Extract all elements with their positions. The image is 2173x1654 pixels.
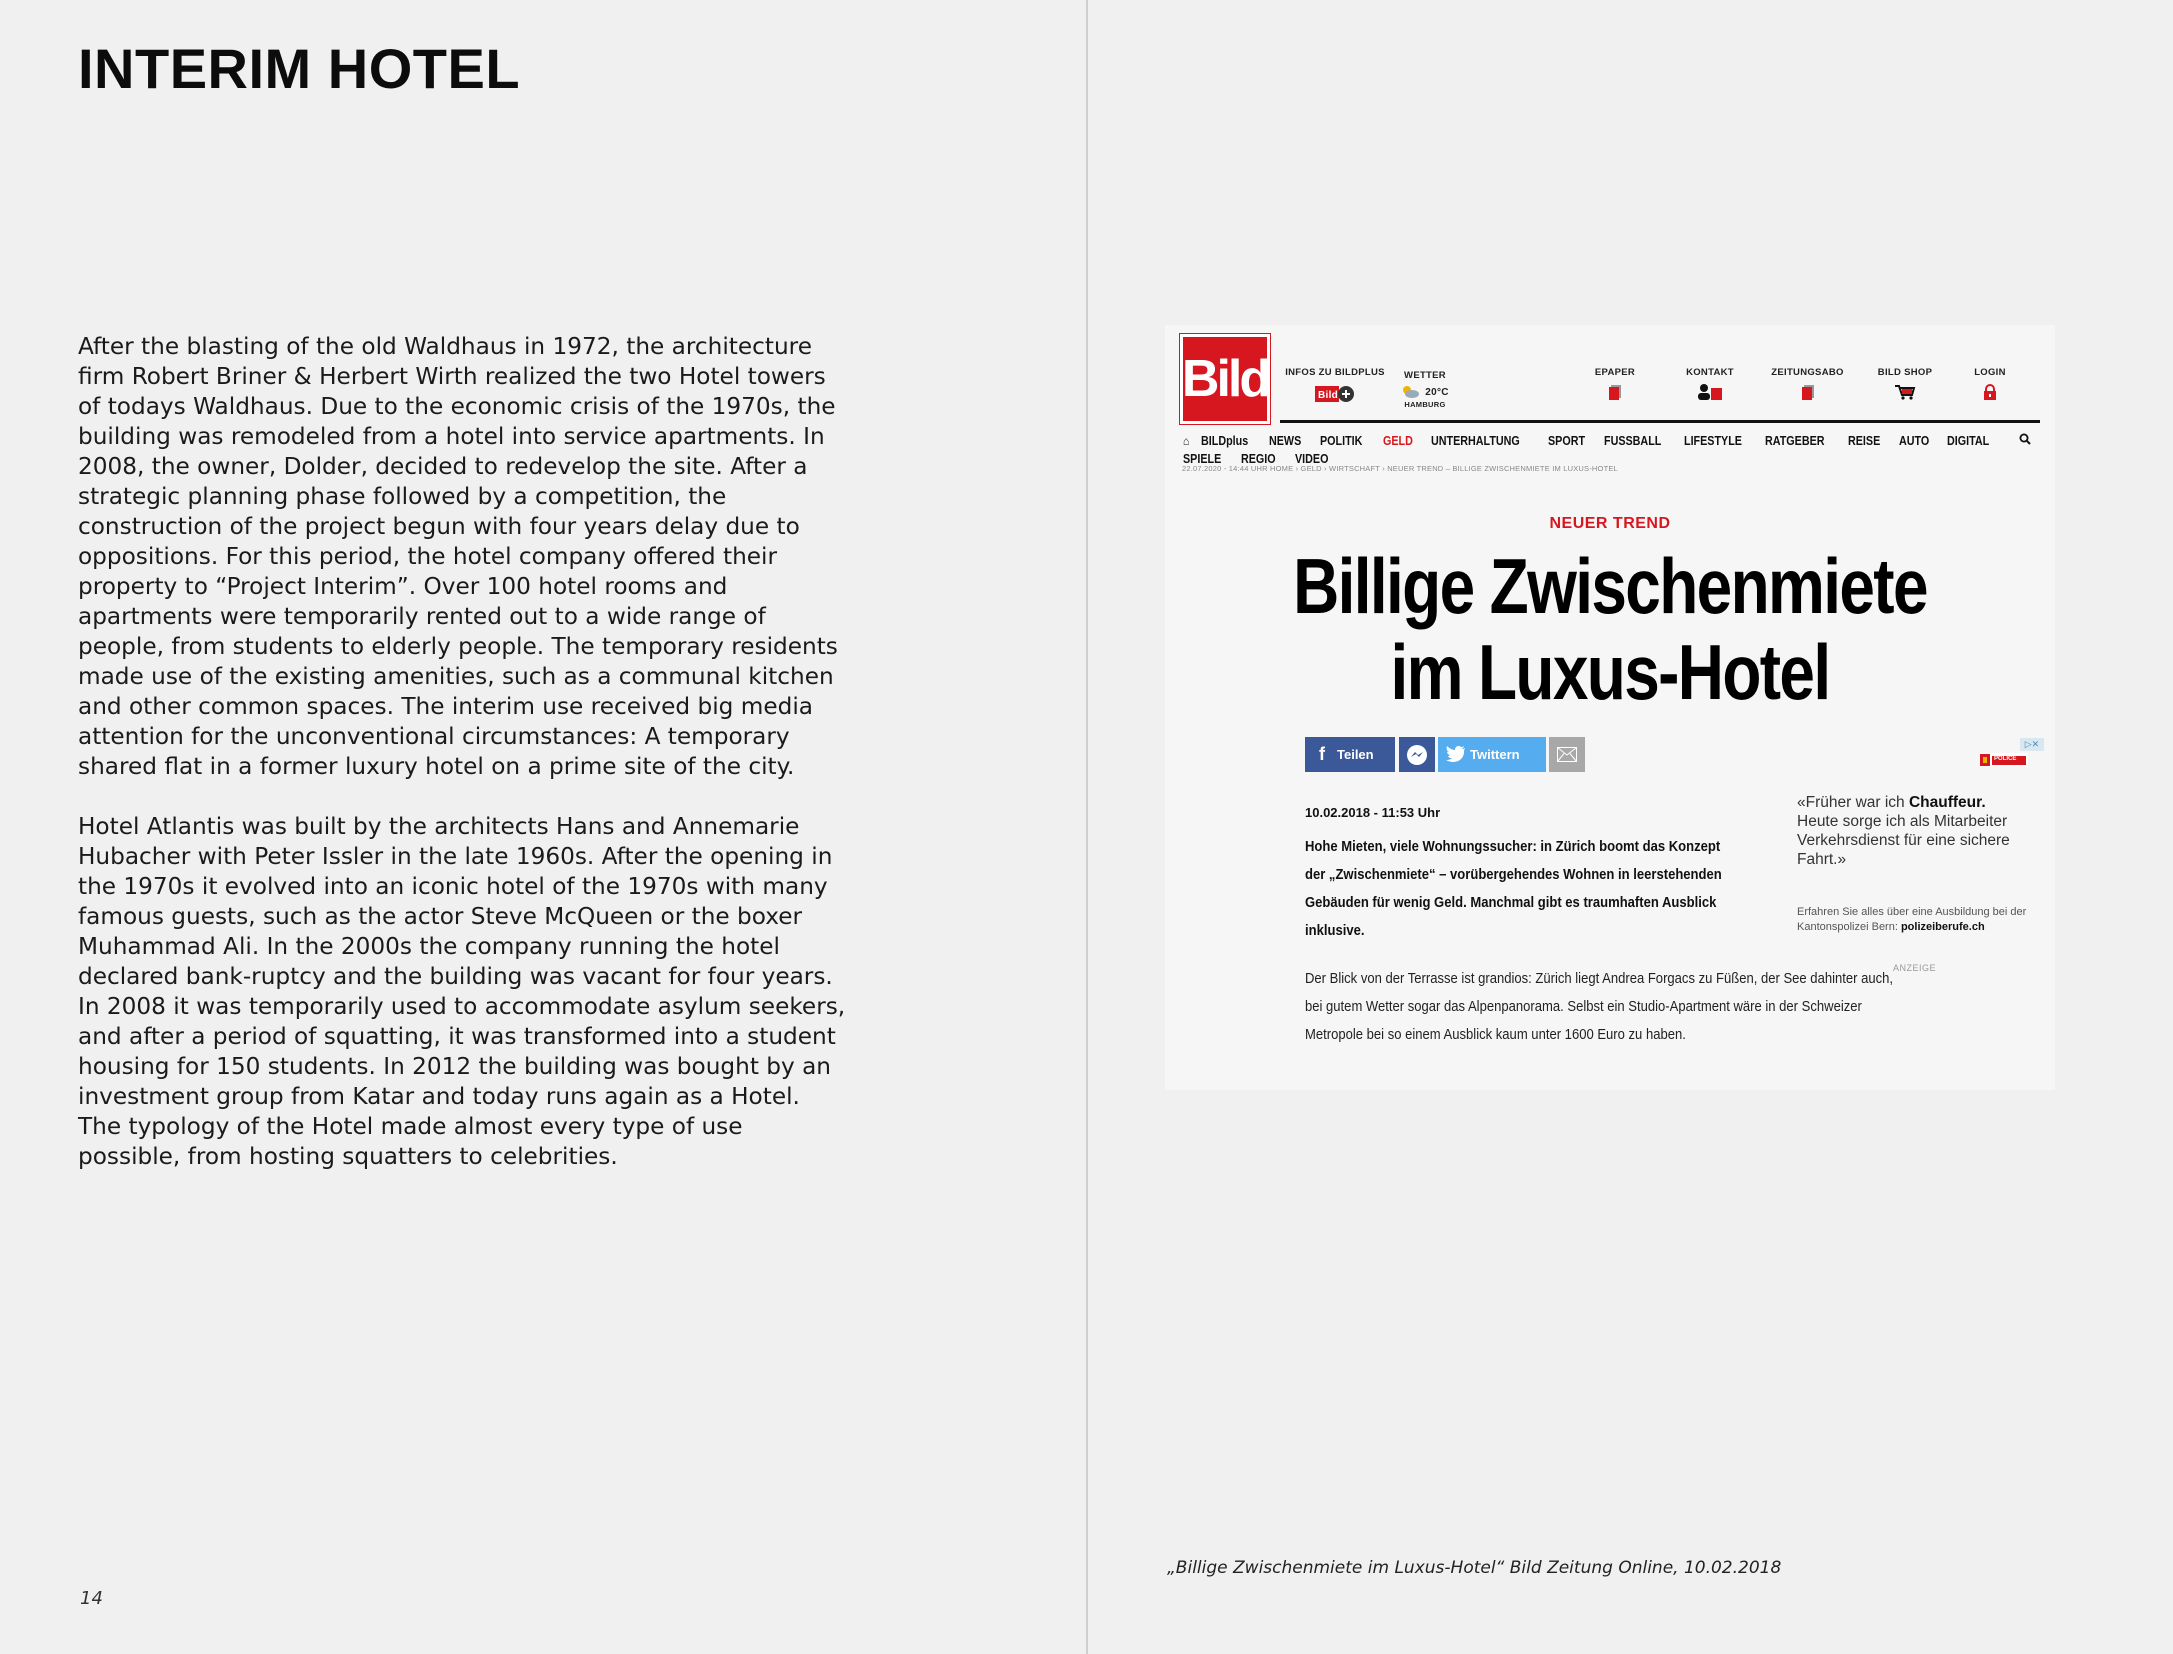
subscription-label: ZEITUNGSABO (1771, 367, 1844, 378)
adchoices-icon: ▷✕ (2020, 738, 2044, 751)
epaper-link (1585, 367, 1645, 400)
paragraph-waldhaus: After the blasting of the old Waldhaus in 1972, the architecture firm Robert Briner & Herbert Wirth realized the two Hotel towers of todays Waldhaus. Due to the economic crisis of the 1970s, the building was remodeled from a hotel into service apartments. In 2008, the owner, Dolder, decided to redevelop the site. After a strategic planning phase followed by a competition, the construction of the project begun with four years delay due to oppositions. For this period, the hotel company offered their property to “Project Interim”. Over 100 hotel rooms and apartments were temporarily rented out to a wide range of people, from students to elderly people. The temporary residents made use of the existing amenities, such as a communal kitchen and other common spaces. The interim use received big media attention for the unconventional circumstances: A temporary shared flat in a former luxury hotel on a prime site of the city. (78, 333, 838, 780)
nav-item-spiele: SPIELE (1183, 452, 1222, 466)
nav-item-fussball: FUSSBALL (1604, 434, 1662, 448)
headline-line-2: im Luxus-Hotel (1390, 628, 1830, 716)
weather-city: HAMBURG (1404, 400, 1446, 409)
messenger-share-button (1399, 737, 1435, 772)
bildplus-info-label: INFOS ZU BILDPLUS (1285, 367, 1385, 378)
home-icon: ⌂ (1183, 434, 1190, 448)
paragraph-atlantis: Hotel Atlantis was built by the architects Hans and Annemarie Hubacher with Peter Issler in the late 1960s. After the opening in the 1970s it evolved into an iconic hotel of the 1970s with many famous guests, such as the actor Steve McQueen or the boxer Muhammad Ali. In the 2000s the company running the hotel declared bank-ruptcy and the building was vacant for four years. In 2008 it was temporarily used to accommodate asylum seekers, and after a period of squatting, it was transformed into a student housing for 150 students. In 2012 the building was bought by an investment group from Katar and today runs again as a Hotel. The typology of the Hotel made almost every type of use possible, from hosting squatters to celebrities. (78, 813, 846, 1170)
email-icon (1557, 747, 1577, 762)
main-nav (1183, 432, 2043, 466)
nav-item-news: NEWS (1269, 434, 1302, 448)
nav-item-regio: REGIO (1240, 452, 1276, 466)
police-badge (1980, 753, 2028, 767)
nav-item-sport: SPORT (1547, 434, 1585, 448)
nav-item-bildplus: BILDplus (1200, 434, 1248, 448)
ad-info (1797, 905, 2037, 935)
facebook-share-button (1305, 737, 1395, 772)
ad-quote-bold: Chauffeur. (1908, 794, 1986, 811)
contact-label: KONTAKT (1686, 367, 1734, 378)
article-lead: Hohe Mieten, viele Wohnungssucher: in Zürich boomt das Konzept der „Zwischenmiete“ – vorübergehendes Wohnen in leerstehenden Gebäuden für wenig Geld. Manchmal gibt es traumhaften Ausblick inklusive. (1305, 839, 1722, 939)
ad-quote-prefix: «Früher war ich (1797, 794, 1909, 811)
body-text (78, 332, 848, 1202)
page-divider (1086, 0, 1088, 1654)
police-label: POLICE (1994, 756, 2017, 762)
messenger-icon (1406, 744, 1428, 766)
nav-item-geld: GELD (1382, 434, 1413, 448)
bild-logo: Bild (1180, 334, 1270, 424)
article-date: 10.02.2018 - 11:53 Uhr (1305, 805, 1441, 820)
ad-info-link: polizeiberufe.ch (1900, 921, 1985, 933)
nav-item-ratgeber: RATGEBER (1765, 434, 1825, 448)
page-number: 14 (80, 1588, 103, 1609)
bildplus-icon (1315, 384, 1355, 404)
ad-quote (1797, 793, 2037, 869)
twitter-icon (1446, 746, 1466, 763)
nav-item-politik: POLITIK (1319, 434, 1363, 448)
bildplus-info-link (1280, 367, 1390, 404)
article-paragraph: Der Blick von der Terrasse ist grandios: Zürich liegt Andrea Forgacs zu Füßen, der See dahinter auch, bei gutem Wetter sogar das Alpenpanorama. Selbst ein Studio-Apartment wäre in der Schweizer Metropole bei so einem Ausblick kaum unter 1600 Euro zu haben. (1305, 971, 1894, 1043)
weather-label: WETTER (1404, 370, 1446, 381)
email-share-button (1549, 737, 1585, 772)
facebook-share-label: Teilen (1337, 747, 1374, 762)
page-title: INTERIM HOTEL (78, 37, 521, 100)
newspaper-icon (1800, 384, 1816, 400)
facebook-icon: f (1319, 744, 1325, 764)
lock-icon (1982, 384, 1998, 400)
login-link (1965, 367, 2015, 400)
nav-item-reise: REISE (1847, 434, 1881, 448)
twitter-share-label: Twittern (1470, 747, 1520, 762)
headline-line-1: Billige Zwischenmiete (1293, 542, 1927, 630)
article-screenshot (1165, 325, 2055, 1090)
weather-temp: 20°C (1425, 386, 1449, 398)
article-kicker: NEUER TREND (1549, 515, 1671, 532)
article-headline (1165, 543, 2055, 715)
ad-quote-rest: Heute sorge ich als Mitarbeiter Verkehrsdienst für eine sichere Fahrt.» (1797, 813, 2010, 868)
subscription-link (1765, 367, 1850, 400)
shop-label: BILD SHOP (1877, 367, 1933, 378)
nav-item-lifestyle: LIFESTYLE (1684, 434, 1743, 448)
contact-link (1680, 367, 1740, 400)
nav-item-video: VIDEO (1294, 452, 1329, 466)
header-rule (1280, 420, 2040, 423)
nav-item-auto: AUTO (1898, 434, 1929, 448)
twitter-share-button (1438, 737, 1546, 772)
weather-icon (1401, 385, 1419, 399)
contact-icon (1697, 384, 1723, 400)
svg-text:Bild: Bild (1318, 390, 1339, 401)
breadcrumb: 22.07.2020 - 14:44 UHR HOME › GELD › WIRTSCHAFT › NEUER TREND – BILLIGE ZWISCHENMIETE IM LUXUS-HOTEL (1182, 464, 1618, 473)
advertisement (1797, 793, 2037, 935)
ad-info-text: Erfahren Sie alles über eine Ausbildung bei der Kantonspolizei Bern: (1797, 906, 2027, 933)
shop-link (1870, 367, 1940, 400)
epaper-label: EPAPER (1594, 367, 1636, 378)
ad-label: ANZEIGE (1893, 963, 1937, 973)
epaper-icon (1607, 384, 1623, 400)
nav-item-digital: DIGITAL (1947, 434, 1990, 448)
nav-item-unterhaltung: UNTERHALTUNG (1430, 434, 1520, 448)
weather-widget (1390, 370, 1460, 409)
figure-caption: „Billige Zwischenmiete im Luxus-Hotel“ Bild Zeitung Online, 10.02.2018 (1167, 1558, 1782, 1578)
search-icon (2019, 433, 2031, 445)
login-label: LOGIN (1974, 367, 2006, 378)
cart-icon (1894, 384, 1916, 400)
